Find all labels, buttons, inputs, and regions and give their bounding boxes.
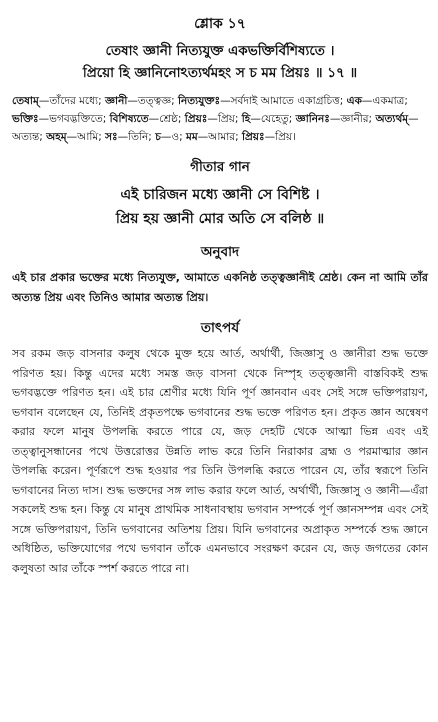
translation-heading: অনুবাদ xyxy=(200,244,240,260)
synonym-item: এক—একমাত্র; xyxy=(346,95,408,107)
purport-text: সব রকম জড় বাসনার কলুষ থেকে মুক্ত হয়ে আর্ত, অর্থার্থী, জিজ্ঞাসু ও জ্ঞানীরা শুদ্ধ ভক্তে পরিণত হয়। কিন্তু এদের মধ্যে সমস্ত জড় বাসনা থেকে নিস্পৃহ তত্ত্বজ্ঞানী বাস্তবিকই শুদ্ধ ভগবদ্ভক্তে পরিণত হন। এই চার শ্রেণীর মধ্যে যিনি পূর্ণ জ্ঞানবান এবং সেই সঙ্গে ভক্তিপরায়ণ, ভগবান বলেছেন যে, তিনিই প্রকৃতপক্ষে ভগবানের শুদ্ধ ভক্তে পরিণত হন। প্রকৃত জ্ঞান অন্বেষণ করার ফলে মানুষ উপলব্ধি করতে পারে যে, জড় দেহটি থেকে আত্মা ভিন্ন এবং এই তত্ত্বানুসন্ধানের পথে উত্তরোত্তর উন্নতি লাভ করে তিনি নিরাকার ব্রহ্ম ও পরমাত্মার জ্ঞান উপলব্ধি করেন। পূর্ণরূপে শুদ্ধ হওয়ার পর তিনি উপলব্ধি করতে পারেন যে, তাঁর স্বরূপে তিনি ভগবানের নিত্য দাস। শুদ্ধ ভক্তদের সঙ্গ লাভ করার ফলে আর্ত, অর্থার্থী, জিজ্ঞাসু ও জ্ঞানী—এঁরা সকলেই শুদ্ধ হন। কিন্তু যে মানুষ প্রাথমিক সাধনাবস্থায় ভগবান সম্পর্কে পূর্ণ জ্ঞানসম্পন্ন এবং সেই সঙ্গে ভক্তিপরায়ণ, তিনি ভগবানের অতিশয় প্রিয়। যিনি ভগবানের অপ্রাকৃত সম্পর্কে শুদ্ধ জ্ঞানে অধিষ্ঠিত, ভক্তিযোগের পথে ভগবান তাঁকে এমনভাবে সংরক্ষণ করেন যে, জড় জগতের কোন কলুষতা আর তাঁকে স্পর্শ করতে পারে না। xyxy=(12,347,428,575)
translation-text: এই চার প্রকার ভক্তের মধ্যে নিত্যযুক্ত, আমাতে একনিষ্ঠ তত্ত্বজ্ঞানীই শ্রেষ্ঠ। কেন না আমি তাঁর অত্যন্ত প্রিয় এবং তিনিও আমার অত্যন্ত প্রিয়। xyxy=(12,271,428,304)
song-heading: গীতার গান xyxy=(190,159,250,175)
verse-heading: শ্লোক ১৭ xyxy=(194,16,246,32)
synonym-item: নিত্যযুক্তঃ—সর্বদাই আমাতে একাগ্রচিত্ত; xyxy=(178,95,347,107)
synonym-item: সঃ—তিনি; xyxy=(105,131,156,143)
word-meanings xyxy=(12,92,428,146)
synonym-item: অহম্—আমি; xyxy=(46,131,106,143)
synonym-item: প্রিয়ঃ—প্রিয়; xyxy=(184,113,242,125)
verse-line-1: তেষাং জ্ঞানী নিত্যযুক্ত একভক্তির্বিশিষ্যতে । xyxy=(105,43,335,59)
synonym-item: মম—আমার; xyxy=(185,131,242,143)
synonym-item: হি—যেহেতু; xyxy=(241,113,296,125)
sanskrit-verse xyxy=(12,40,428,84)
synonym-item: চ—ও; xyxy=(155,131,186,143)
synonym-item: বিশিষ্যতে—শ্রেষ্ঠ; xyxy=(109,113,185,125)
synonym-item: জ্ঞানী—তত্ত্বজ্ঞ; xyxy=(104,95,179,107)
synonym-item: ভক্তিঃ—ভগবদ্ভক্তিতে; xyxy=(12,113,110,125)
synonym-item: অত্যর্থম্—অত্যন্ত; xyxy=(12,113,419,143)
song-line-2: প্রিয় হয় জ্ঞানী মোর অতি সে বলিষ্ঠ ॥ xyxy=(115,211,325,227)
synonym-item: জ্ঞানিনঃ—জ্ঞানীর; xyxy=(295,113,376,125)
song-verse xyxy=(12,183,428,231)
verse-line-2: প্রিয়ো হি জ্ঞানিনোঽত্যর্থমহং স চ মম প্রিয়ঃ ॥ ১৭ ॥ xyxy=(82,65,358,81)
synonym-item: তেষাম্—তাঁদের মধ্যে; xyxy=(12,95,105,107)
song-line-1: এই চারিজন মধ্যে জ্ঞানী সে বিশিষ্ট । xyxy=(120,187,320,203)
synonym-item: প্রিয়ঃ—প্রিয়। xyxy=(241,131,296,143)
purport-heading: তাৎপর্য xyxy=(200,320,240,336)
